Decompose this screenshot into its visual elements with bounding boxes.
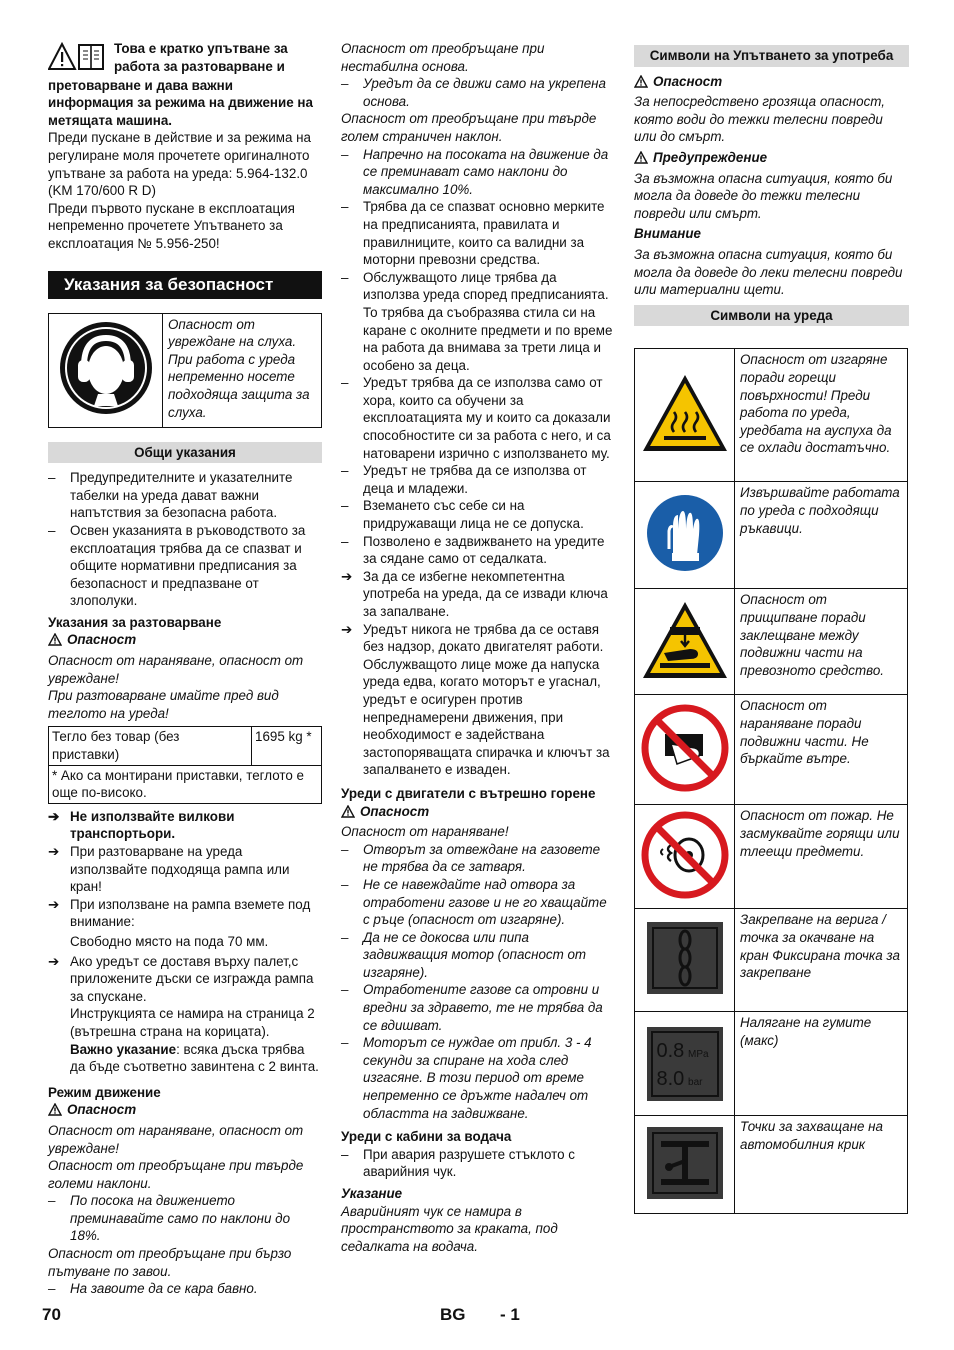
unloading-danger-2: При разтоварване имайте пред вид теглото на уреда! [48, 688, 279, 721]
unloading-danger-1: Опасност от нараняване, опасност от увреждане! [48, 653, 304, 686]
chain-attachment-icon [645, 920, 725, 996]
list-item: – Да не се докосва или пипа задвижващия мотор (опасност от изгаряне). [341, 929, 587, 980]
intro-bold-first-lines: Това е кратко упътване за работа за разтоварване и [114, 41, 288, 74]
hearing-text: Опасност от увреждане на слуха. При работа с уреда непременно носете подходяща защита за слуха. [163, 313, 322, 427]
mpa-unit: MPa [688, 1048, 709, 1060]
list-item: – Позволено е задвижването на уредите за сядане само от седалката. [341, 533, 605, 567]
tire-pressure-cell [635, 1012, 735, 1116]
driving-danger-label: Опасност [48, 1101, 322, 1119]
symbol-text: Точки за захващане на автомобилния крик [735, 1116, 908, 1214]
symbol-text: Опасност от нараняване поради подвижни части. Не бъркайте вътре. [735, 695, 908, 805]
mpa-value: 0.8 [656, 1039, 685, 1062]
warning-icon [634, 75, 648, 88]
unstable-danger: Опасност от преобръщане при нестабилна основа. [341, 41, 545, 74]
weight-table [48, 726, 322, 803]
list-item: – Освен указанията в ръководството за експлоатация трябва да се спазват и общите нормативни предписания за безопасност и предпазване от злополуки. [48, 522, 306, 609]
danger-text: За непосредствено грозяща опасност, която води до тежки телесни повреди или до смърт. [634, 94, 886, 145]
warning-label: Предупреждение [634, 149, 909, 167]
intro-bold-continued: претоварване и дава важни информация за режима на движение на метящата машина. [48, 77, 313, 128]
engines-heading: Уреди с двигатели с вътрешно горене [341, 785, 596, 801]
unloading-heading: Указания за разтоварване [48, 614, 222, 630]
forklift-warning: ➔ Не използвайте вилкови транспортьори. [48, 808, 235, 842]
column-left [48, 40, 322, 1298]
bar-unit: bar [688, 1076, 703, 1088]
important-note: Важно указание: всяка дъска трябва да бъде съответно завинтена с 2 винта. [70, 1041, 319, 1075]
warning-manual-icon [48, 42, 106, 72]
unload-list [48, 808, 322, 1076]
table-row [635, 805, 908, 909]
table-row [635, 349, 908, 482]
list-item: – При авария разрушете стъклото с аварийния чук. [341, 1146, 575, 1180]
list-item: – Уредът да се движи само на укрепена основа. [341, 76, 606, 109]
engines-danger: Опасност от нараняване! [341, 824, 509, 840]
caution-label: Внимание [634, 226, 702, 242]
table-row [635, 1116, 908, 1214]
no-burning-cell [635, 805, 735, 909]
caution-text: За възможна опасна ситуация, която би могла да доведе до леки телесни повреди или материални щети. [634, 246, 903, 298]
bar-value: 8.0 [656, 1067, 685, 1090]
safety-heading: Указания за безопасност [48, 271, 322, 299]
list-item: ➔ При разтоварване на уреда използвайте подходяща рампа или кран! [48, 844, 290, 895]
driving-danger-1: Опасност от нараняване, опасност от увреждане! [48, 1122, 304, 1156]
chain-cell [635, 909, 735, 1012]
page-sub: - 1 [500, 1305, 520, 1324]
weight-value: 1695 kg * [252, 727, 322, 765]
list-item: – Не се навеждайте над отвора за отработени газове и не го хващайте с ръце (опасност от изгаряне). [341, 876, 607, 928]
free-space: Свободно място на пода 70 мм. [70, 933, 269, 949]
warning-icon [341, 805, 355, 818]
driving-danger-3: Опасност от преобръщане при бързо пътуване по завои. [48, 1246, 292, 1279]
list-item: ➔ Уредът никога не трябва да се оставя без надзор, докато двигателят работи. Обслужващото лице може да напуска уреда едва, когато моторът е угаснал, уредът е осигурен против непреднамерени движения, при необходимост е задействана застопоряващата спирачка и ключът за запалването е изваден. [341, 621, 610, 778]
warning-icon [48, 633, 62, 646]
unloading-danger-label: Опасност [48, 631, 322, 649]
page-number: 70 [42, 1305, 61, 1324]
side-danger: Опасност от преобръщане при твърде голем страничен наклон. [341, 111, 597, 144]
warning-icon [48, 1103, 62, 1116]
list-item: – По посока на движението преминавайте само по наклони до 18%. [48, 1193, 291, 1244]
symbol-text: Опасност от прищипване поради заклещване между подвижни части на превозното средство. [735, 589, 908, 695]
symbol-text: Извършвайте работата по уреда с подходящи ръкавици. [735, 482, 908, 589]
symbol-text: Опасност от пожар. Не засмуквайте горящи или тлеещи предмети. [735, 805, 908, 909]
device-symbols-heading: Символи на уреда [634, 305, 909, 327]
list-item: ➔ За да се избегне некомпетентна употреба на уреда, да се извади ключа за запалване. [341, 568, 608, 619]
instructions-note: Инструкцията се намира на страница 2 (вътрешна страна на корицата). [70, 1006, 315, 1039]
list-item: – Уредът трябва да се използва само от хора, които са обучени за експлоатацията му и които са доказали способностите си за работа с него, и са натоварени изрично с използването му. [341, 375, 611, 461]
table-row [635, 482, 908, 589]
weight-label: Тегло без товар (без приставки) [49, 727, 252, 765]
general-list [48, 469, 322, 610]
engines-danger-label: Опасност [341, 803, 613, 821]
list-item: – Предупредителните и указателните табелки на уреда дават важни напътствия за безопасна работа. [48, 470, 293, 521]
list-item: – Отработените газове са отровни и вредни за здравето, те не трябва да се вдишват. [341, 982, 603, 1033]
weight-note: * Ако са монтирани приставки, теглото е още по-високо. [49, 765, 322, 803]
list-item: ➔ При използване на рампа вземете под внимание: [48, 896, 311, 930]
crush-hazard-icon [640, 599, 730, 681]
list-item: – Вземането със себе си на придружаващи лица не се допуска. [341, 498, 584, 532]
note-label: Указание [341, 1186, 403, 1201]
symbols-heading: Символи на Упътването за употреба [634, 45, 909, 67]
hearing-protection-table [48, 313, 322, 428]
hearing-protection-icon [58, 320, 154, 416]
driving-heading: Режим движение [48, 1084, 161, 1100]
intro-icons [48, 40, 110, 77]
table-row [635, 909, 908, 1012]
list-item: – Трябва да се спазват основно мерките на предписанията, правилата и правилниците, които са валидни за моторни превозни средства. [341, 199, 605, 268]
intro-text-2: Преди първото пускане в експлоатация непременно прочетете Упътването за експлоатация № 5.956-250! [48, 200, 295, 251]
driving-danger-2: Опасност от преобръщане при твърде големи наклони. [48, 1158, 304, 1191]
warning-icon [634, 151, 648, 164]
language-code: BG [440, 1305, 466, 1324]
table-row [635, 1012, 908, 1116]
intro-text-1: Преди пускане в действие и за режима на регулиране моля прочетете оригиналното упътване за работа на уреда: 5.964-132.0 (KM 170/600 R D) [48, 130, 311, 199]
hearing-icon-cell [49, 313, 163, 427]
list-item: ➔ Ако уредът се доставя върху палет,с приложените дъски се изгражда рампа за спускане. [48, 953, 314, 1004]
cabins-heading: Уреди с кабини за водача [341, 1129, 512, 1145]
table-row [635, 589, 908, 695]
list-item: – Напречно на посоката на движение да се преминават само наклони до максимално 10%. [341, 146, 609, 197]
list-item: – Уредът не трябва да се използва от деца и младежи. [341, 463, 587, 496]
no-burning-material-icon [641, 811, 729, 899]
list-item: – Обслужващото лице трябва да използва уреда според предписанията. То трябва да съобразява стила си на каране с околните предмети и по време на работа да внимава за трети лица и особено за деца. [341, 269, 613, 373]
gloves-mandatory-icon [645, 493, 725, 573]
intro-block [48, 40, 322, 77]
list-item: – Моторът се нуждае от прибл. 3 - 4 секунди за спиране на хода след изгасяне. В този период от време непременно се дръжте надалеч от областта на задвижване. [341, 1035, 592, 1121]
general-heading: Общи указания [48, 442, 322, 464]
list-item: – Отворът за отвеждане на газовете не трябва да се затваря. [341, 841, 601, 875]
danger-label: Опасност [634, 73, 909, 91]
symbol-text: Закрепване на верига / точка за окачване на кран Фиксирана точка за закрепване [735, 909, 908, 1012]
hot-surface-cell [635, 349, 735, 482]
symbol-text: Налягане на гумите (макс) [735, 1012, 908, 1116]
list-item: – На завоите да се кара бавно. [48, 1281, 258, 1297]
no-reach-in-icon [641, 704, 729, 792]
warning-text: За възможна опасна ситуация, която би могла да доведе до тежки телесни повреди или смърт. [634, 170, 893, 221]
column-middle [341, 40, 613, 1255]
device-symbols-table [634, 348, 908, 1214]
jack-point-cell [635, 1116, 735, 1214]
tire-pressure-icon [647, 1027, 723, 1101]
column-right [634, 40, 909, 1214]
crush-hazard-cell [635, 589, 735, 695]
gloves-cell [635, 482, 735, 589]
jack-point-icon [645, 1125, 725, 1201]
note-text: Аварийният чук се намира в пространството за краката, под седалката на водача. [341, 1203, 558, 1254]
no-reach-in-cell [635, 695, 735, 805]
table-row [635, 695, 908, 805]
symbol-text: Опасност от изгаряне поради горещи повърхности! Преди работа по уреда, уредбата на ауспуха да се охлади достатъчно. [735, 349, 908, 482]
hot-surface-warning-icon [640, 372, 730, 454]
